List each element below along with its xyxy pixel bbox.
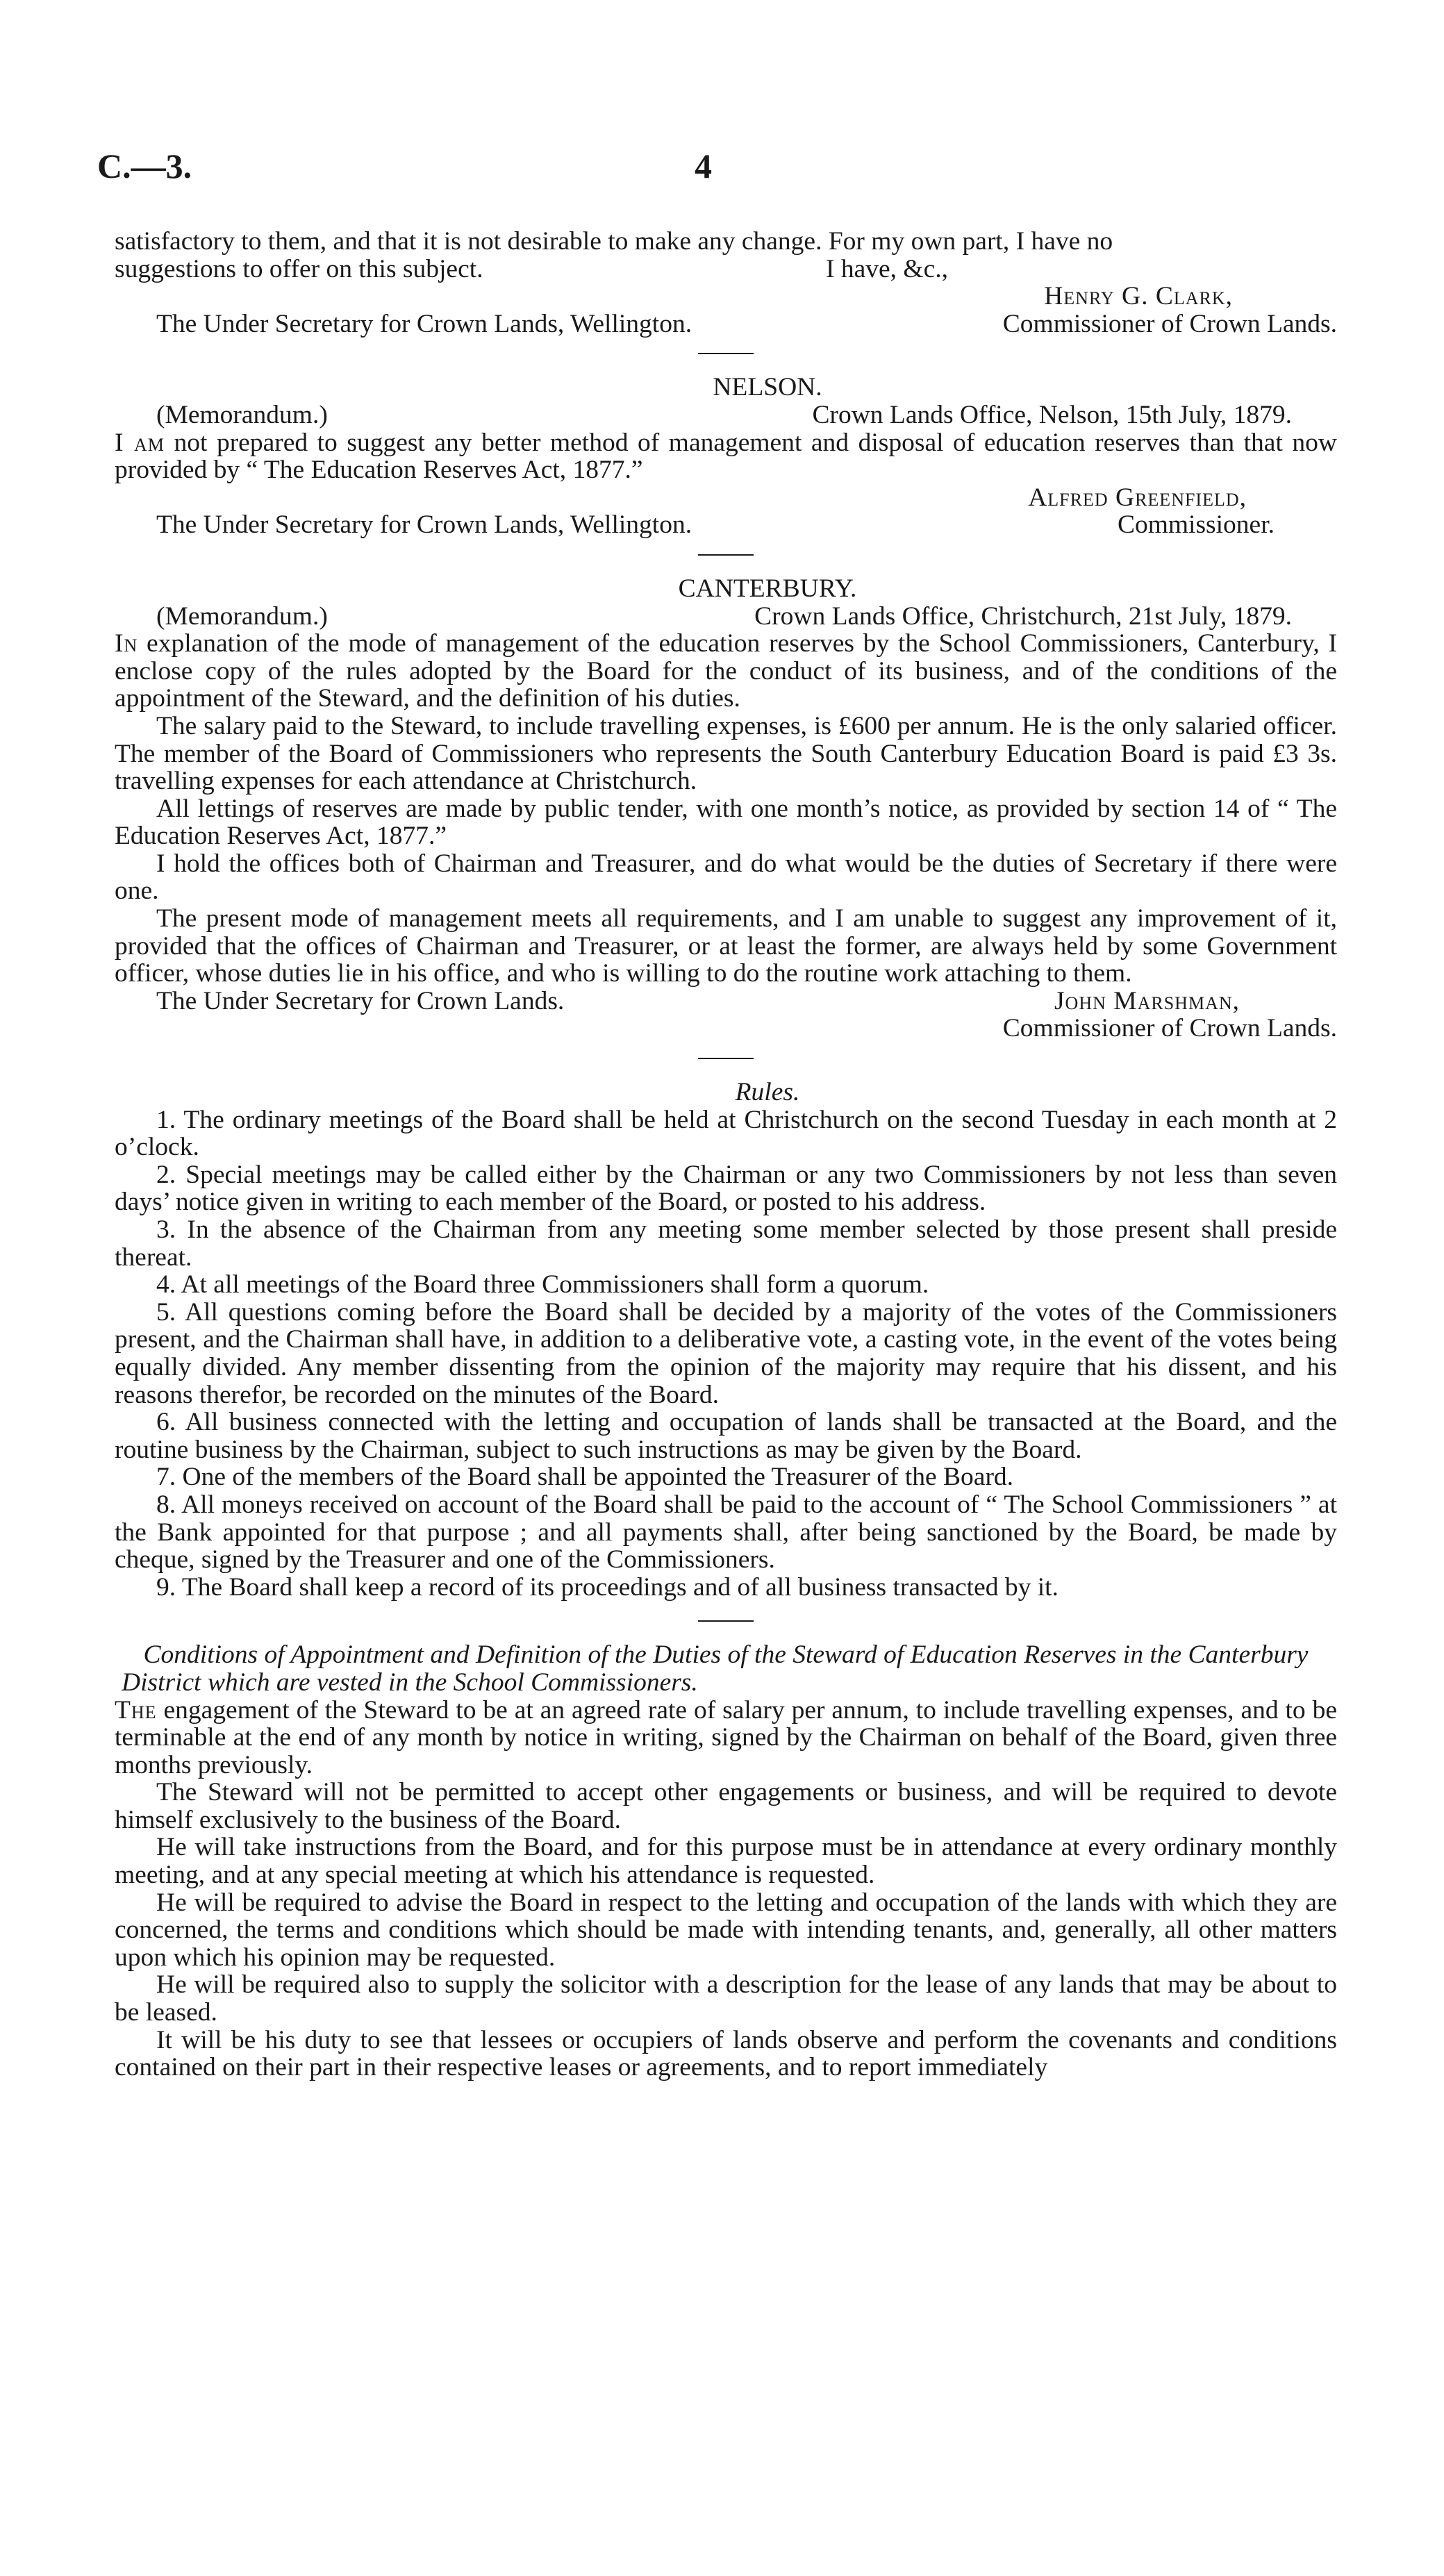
signer-title: Commissioner. [1117,510,1275,540]
paragraph: He will take instructions from the Board, and for this purpose must be in attendance at every ordinary monthly meeting, and at any special meeting at which his attendance is requested. [115,1833,1337,1890]
rules-section [115,1079,1337,1601]
divider [698,1058,754,1059]
section-heading: CANTERBURY. [678,574,857,603]
paragraph: suggestions to offer on this subject. [115,254,483,283]
divider [698,1620,754,1622]
addressee: The Under Secretary for Crown Lands. [156,986,565,1015]
signer-title: Commissioner of Crown Lands. [1002,309,1337,338]
previous-letter-end [115,228,1337,338]
rule-item: 9. The Board shall keep a record of its proceedings and of all business transacted by it. [156,1572,1059,1602]
lead-word: The [115,1695,157,1725]
paragraph: He will be required to advise the Board in respect to the letting and occupation of the lands with which they are concerned, the terms and conditions which should be made with intending tenants, and, generally, all other matters upon which his opinion may be requested. [115,1888,1337,1972]
paragraph: The Steward will not be permitted to accept other engagements or business, and will be required to devote himself exclusively to the business of the Board. [115,1778,1337,1834]
rule-item: 1. The ordinary meetings of the Board shall be held at Christchurch on the second Tuesday in each month at 2 o’clock. [115,1105,1337,1162]
rule-item: 4. At all meetings of the Board three Commissioners shall form a quorum. [156,1270,929,1299]
signer-name: Alfred Greenfield, [1028,483,1247,512]
section-heading: Conditions of Appointment and Definition of the Duties of the Steward of Education Reserves in the Canterbury District which are vested in the School Commissioners. [122,1640,1309,1697]
canterbury-section [115,575,1337,1042]
rule-item: 2. Special meetings may be called either by the Chairman or any two Commissioners by not less than seven days’ notice given in writing to each member of the Board, or posted to his address. [115,1160,1337,1217]
page-number: 4 [695,147,712,185]
addressee: The Under Secretary for Crown Lands, Wellington. [156,309,692,338]
paragraph: engagement of the Steward to be at an agreed rate of salary per annum, to include travelling expenses, and to be terminable at the end of any month by notice in writing, signed by the Chairman on behalf of the Board, given three months previously. [115,1695,1337,1779]
paragraph: not prepared to suggest any better method of management and disposal of education reserves than that now provided by “ The Education Reserves Act, 1877.” [115,428,1337,485]
rule-item: 5. All questions coming before the Board shall be decided by a majority of the votes of the Commissioners present, and the Chairman shall have, in addition to a deliberative vote, a casting vote, in the event of the votes being equally divided. Any member dissenting from the opinion of the majority may require that his dissent, and his reasons therefor, be recorded on the minutes of the Board. [115,1297,1337,1409]
paragraph: He will be required also to supply the solicitor with a description for the lease of any lands that may be about to be leased. [115,1970,1337,2027]
lead-word: I am [115,428,165,457]
section-heading: Rules. [735,1078,800,1107]
paragraph: satisfactory to them, and that it is not desirable to make any change. For my own part, I have no [115,227,1113,256]
paragraph: The present mode of management meets all requirements, and I am unable to suggest any improvement of it, provided that the offices of Chairman and Treasurer, or at least the former, are always held by some Government officer, whose duties lie in his office, and who is willing to do the routine work attaching to them. [115,904,1337,988]
signer-name: John Marshman, [1054,986,1240,1015]
memo-label: (Memorandum.) [156,400,328,429]
office-date: Crown Lands Office, Nelson, 15th July, 1879. [812,400,1292,429]
conditions-section [115,1641,1337,2081]
rule-item: 7. One of the members of the Board shall be appointed the Treasurer of the Board. [156,1463,1014,1492]
signer-title: Commissioner of Crown Lands. [1002,1014,1337,1043]
paragraph: It will be his duty to see that lessees or occupiers of lands observe and perform the covenants and conditions contained on their part in their respective leases or agreements, and to report immediately [115,2025,1337,2082]
section-heading: NELSON. [713,373,822,402]
rule-item: 8. All moneys received on account of the Board shall be paid to the account of “ The School Commissioners ” at the Bank appointed for that purpose ; and all payments shall, after being sanctioned by the Board, be made by cheque, signed by the Treasurer and one of the Commissioners. [115,1490,1337,1574]
page-body [115,153,1337,2081]
addressee: The Under Secretary for Crown Lands, Wellington. [156,510,692,540]
signer-name: Henry G. Clark, [1044,282,1233,311]
document-reference: C.—3. [97,147,192,185]
rule-item: 3. In the absence of the Chairman from any meeting some member selected by those present shall preside thereat. [115,1215,1337,1272]
paragraph: explanation of the mode of management of the education reserves by the School Commissioners, Canterbury, I enclose copy of the rules adopted by the Board for the conduct of its business, and of the conditions of the appointment of the Steward, and the definition of his duties. [115,629,1337,713]
divider [698,554,754,556]
paragraph: I hold the offices both of Chairman and Treasurer, and do what would be the duties of Secretary if there were one. [115,849,1337,906]
rule-item: 6. All business connected with the letting and occupation of lands shall be transacted at the Board, and the routine business by the Chairman, subject to such instructions as may be given by the Board. [115,1408,1337,1464]
lead-word: In [115,629,138,658]
paragraph: All lettings of reserves are made by public tender, with one month’s notice, as provided by section 14 of “ The Education Reserves Act, 1877.” [115,794,1337,851]
nelson-section [115,374,1337,539]
memo-label: (Memorandum.) [156,601,328,631]
paragraph: The salary paid to the Steward, to include travelling expenses, is £600 per annum. He is the only salaried officer. The member of the Board of Commissioners who represents the South Canterbury Education Board is paid £3 3s. travelling expenses for each attendance at Christchurch. [115,711,1337,796]
office-date: Crown Lands Office, Christchurch, 21st July, 1879. [754,601,1292,631]
closing: I have, &c., [826,254,948,283]
divider [698,353,754,354]
